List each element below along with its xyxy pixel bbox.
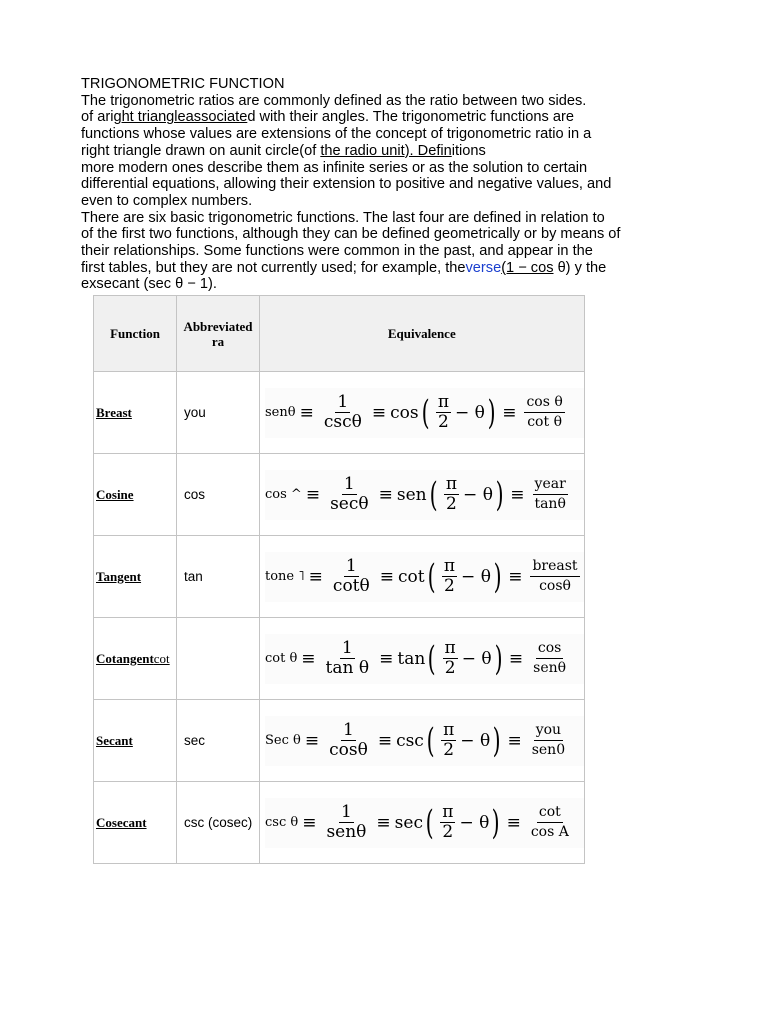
function-name[interactable]: Cosine	[96, 486, 134, 502]
reciprocal-fraction	[322, 393, 364, 432]
fraction-numerator: cos θ	[524, 393, 564, 413]
text-span: unit circle	[237, 142, 300, 159]
cofunction-name: cos	[390, 402, 419, 423]
fraction-denominator: sen0	[531, 742, 566, 758]
text-span: itions	[451, 142, 486, 159]
equiv-symbol: ≡	[302, 812, 317, 833]
left-paren: (	[421, 392, 430, 433]
table-header-row	[94, 296, 585, 372]
document-body	[81, 76, 661, 293]
paragraph-line	[81, 260, 661, 277]
equiv-symbol: ≡	[379, 566, 394, 587]
equivalence-formula	[265, 798, 584, 848]
fraction-numerator: 1	[341, 638, 353, 658]
header-equivalence: Equivalence	[260, 296, 585, 372]
abbreviation-cell	[177, 372, 260, 454]
equivalence-cell	[260, 454, 585, 536]
minus-theta: − θ	[463, 484, 493, 505]
function-name[interactable]: Secant	[96, 732, 133, 748]
equiv-symbol: ≡	[377, 730, 393, 751]
equiv-symbol: ≡	[508, 648, 524, 669]
paragraph-line: The trigonometric ratios are commonly defined as the ratio between two sides.	[81, 92, 587, 109]
function-cell	[94, 700, 177, 782]
right-paren: )	[493, 556, 502, 597]
equivalence-cell	[260, 372, 585, 454]
function-cell	[94, 782, 177, 864]
right-triangle-link[interactable]: ght triangleassociate	[113, 109, 248, 126]
fraction-denominator: tan θ	[325, 658, 370, 678]
cofunction-name: sen	[396, 484, 427, 505]
fraction-numerator: cos	[536, 639, 563, 659]
ratio-fraction	[529, 803, 571, 842]
header-abbreviated: Abbreviated ra	[177, 296, 260, 372]
equiv-symbol: ≡	[308, 566, 323, 587]
pi-half-fraction	[440, 803, 455, 842]
fraction-numerator: π	[443, 556, 456, 576]
fraction-denominator: senθ	[533, 660, 567, 676]
pi-half-fraction	[441, 721, 456, 760]
fraction-numerator: 1	[345, 556, 357, 576]
minus-theta: − θ	[461, 566, 491, 587]
equivalence-formula	[265, 634, 584, 684]
abbreviation-cell	[177, 618, 260, 700]
abbreviation: csc (cosec)	[184, 815, 253, 830]
formula-lhs: senθ	[265, 405, 296, 420]
equiv-symbol: ≡	[376, 812, 391, 833]
fraction-denominator: 2	[444, 576, 455, 596]
fraction-numerator: year	[533, 475, 568, 495]
equivalence-cell	[260, 536, 585, 618]
function-name[interactable]: Tangent	[96, 568, 142, 584]
left-paren: (	[425, 802, 434, 843]
abbreviation: cos	[184, 487, 206, 502]
left-paren: (	[426, 720, 435, 761]
equivalence-formula	[265, 388, 584, 438]
right-paren: )	[495, 474, 504, 515]
header-function: Function	[94, 296, 177, 372]
left-paren: (	[427, 638, 436, 679]
function-cell	[94, 372, 177, 454]
fraction-denominator: cot θ	[527, 414, 562, 430]
table-row	[94, 454, 585, 536]
right-paren: )	[487, 392, 496, 433]
paragraph-line	[81, 143, 661, 160]
equivalence-formula	[265, 470, 584, 520]
fraction-numerator: π	[443, 720, 455, 740]
equiv-symbol: ≡	[305, 484, 321, 505]
equivalence-formula	[265, 716, 584, 766]
minus-theta: − θ	[460, 730, 491, 751]
paragraph-line: differential equations, allowing their extension to positive and negative values, and	[81, 176, 612, 193]
equivalence-cell	[260, 782, 585, 864]
minus-theta: − θ	[459, 812, 490, 833]
abbreviation: you	[184, 405, 206, 420]
abbreviation-cell	[177, 536, 260, 618]
function-name[interactable]: Breast	[96, 404, 132, 420]
table-row	[94, 372, 585, 454]
text-span: d with their angles. The trigonometric functions are	[247, 109, 574, 126]
paragraph-line: their relationships. Some functions were common in the past, and appear in the	[81, 243, 593, 260]
fraction-denominator: 2	[444, 658, 456, 678]
text-span: first tables, but they are not currently used; for example, the	[81, 259, 466, 276]
reciprocal-fraction	[324, 639, 372, 678]
fraction-numerator: 1	[343, 720, 354, 740]
text-span: right triangle drawn on a	[81, 142, 238, 159]
fraction-numerator: cot	[537, 803, 563, 823]
fraction-denominator: senθ	[326, 822, 367, 842]
document-title: TRIGONOMETRIC FUNCTION	[81, 76, 285, 92]
equivalence-cell	[260, 700, 585, 782]
paragraph-line: of the first two functions, although they can be defined geometrically or by means of	[81, 226, 621, 243]
pi-half-fraction	[444, 475, 459, 514]
paragraph-line: There are six basic trigonometric functions. The last four are defined in relation to	[81, 209, 605, 226]
equiv-symbol: ≡	[502, 402, 517, 423]
function-cell	[94, 536, 177, 618]
minus-theta: − θ	[455, 402, 485, 423]
equiv-symbol: ≡	[510, 484, 525, 505]
equiv-symbol: ≡	[301, 648, 316, 669]
text-span: (of	[299, 142, 321, 159]
table-row	[94, 782, 585, 864]
fraction-denominator: 2	[442, 822, 454, 842]
paragraph-line	[81, 109, 661, 126]
cofunction-name: csc	[396, 730, 424, 751]
equiv-symbol: ≡	[299, 402, 314, 423]
fraction-numerator: π	[442, 802, 454, 822]
function-name[interactable]: Cosecant	[96, 814, 147, 830]
abbreviation: tan	[184, 569, 203, 584]
ratio-fraction	[530, 721, 567, 760]
function-name[interactable]: Cotangentcot	[96, 650, 170, 666]
abbreviation: sec	[184, 733, 206, 748]
fraction-numerator: you	[534, 721, 563, 741]
cofunction-name: cot	[398, 566, 425, 587]
table-row	[94, 700, 585, 782]
formula-lhs: Sec θ	[265, 733, 301, 748]
fraction-denominator: cosθ	[329, 740, 368, 760]
fraction-numerator: π	[445, 474, 458, 494]
fraction-denominator: tanθ	[534, 496, 566, 512]
formula-lhs: cot θ	[265, 651, 298, 666]
reciprocal-fraction	[331, 557, 372, 596]
reciprocal-fraction	[327, 721, 370, 760]
fraction-denominator: 2	[438, 412, 449, 432]
radio-unit-link[interactable]: the radio unit). Defin	[320, 142, 452, 159]
formula-lhs: csc θ	[265, 815, 299, 830]
cofunction-name: tan	[397, 648, 426, 669]
right-paren: )	[492, 720, 501, 761]
text-span: (1 − cos	[501, 259, 554, 276]
abbreviation-cell	[177, 454, 260, 536]
right-paren: )	[491, 802, 500, 843]
paragraph-line: even to complex numbers.	[81, 192, 253, 209]
ratio-fraction	[530, 557, 579, 596]
fraction-denominator: cotθ	[332, 576, 370, 596]
equiv-symbol: ≡	[507, 730, 522, 751]
text-span: of ari	[81, 109, 114, 126]
fraction-numerator: breast	[530, 557, 579, 577]
equivalence-formula	[265, 552, 584, 602]
fraction-denominator: secθ	[330, 494, 369, 514]
cofunction-name: sec	[394, 812, 423, 833]
reciprocal-fraction	[324, 803, 368, 842]
paragraph-line: functions whose values are extensions of the concept of trigonometric ratio in a	[81, 126, 592, 143]
fraction-numerator: 1	[337, 392, 349, 412]
pi-half-fraction	[436, 393, 451, 432]
function-cell	[94, 454, 177, 536]
abbreviation-cell	[177, 700, 260, 782]
table-row	[94, 536, 585, 618]
equiv-symbol: ≡	[378, 484, 393, 505]
pi-half-fraction	[442, 557, 457, 596]
paragraph-line: more modern ones describe them as infinite series or as the solution to certain	[81, 159, 588, 176]
fraction-denominator: 2	[446, 494, 457, 514]
abbreviation-cell	[177, 782, 260, 864]
pi-half-fraction	[443, 639, 458, 678]
ratio-fraction	[524, 393, 564, 432]
equiv-symbol: ≡	[506, 812, 521, 833]
equivalence-cell	[260, 618, 585, 700]
fraction-denominator: cos A	[530, 824, 569, 840]
right-paren: )	[494, 638, 503, 679]
equiv-symbol: ≡	[304, 730, 320, 751]
fraction-numerator: 1	[343, 474, 355, 494]
table-body	[94, 372, 585, 864]
reciprocal-fraction	[328, 475, 371, 514]
verse-link[interactable]: verse	[465, 259, 502, 276]
function-cell	[94, 618, 177, 700]
formula-lhs: tone ˥	[265, 569, 305, 584]
table-row	[94, 618, 585, 700]
trig-function-table	[93, 295, 585, 864]
left-paren: (	[429, 474, 438, 515]
fraction-numerator: π	[444, 638, 456, 658]
fraction-denominator: cosθ	[539, 578, 571, 594]
ratio-fraction	[532, 475, 567, 514]
minus-theta: − θ	[461, 648, 492, 669]
text-span: θ) y the	[553, 259, 607, 276]
fraction-denominator: 2	[443, 740, 455, 760]
fraction-numerator: 1	[341, 802, 352, 822]
paragraph-line: exsecant (sec θ − 1).	[81, 276, 217, 293]
left-paren: (	[427, 556, 436, 597]
equiv-symbol: ≡	[371, 402, 387, 423]
formula-lhs: cos ^	[265, 487, 302, 502]
equiv-symbol: ≡	[379, 648, 394, 669]
fraction-denominator: cscθ	[323, 412, 362, 432]
equiv-symbol: ≡	[508, 566, 523, 587]
fraction-numerator: π	[437, 392, 450, 412]
ratio-fraction	[531, 639, 568, 678]
